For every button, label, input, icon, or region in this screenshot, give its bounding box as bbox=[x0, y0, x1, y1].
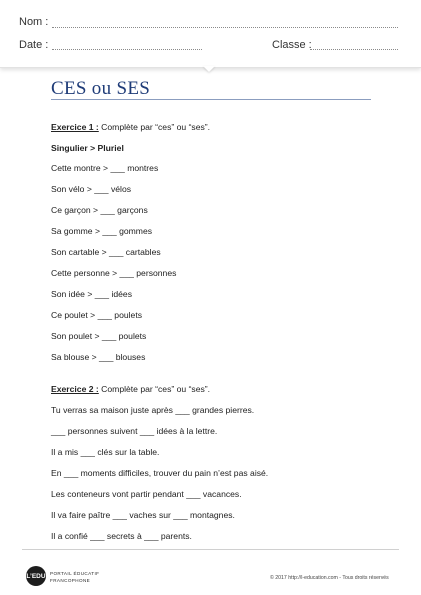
exercise1-item: Son vélo > ___ vélos bbox=[51, 184, 132, 194]
exercise2-item: Il a confié ___ secrets à ___ parents. bbox=[51, 531, 192, 541]
date-label: Date : bbox=[19, 39, 49, 51]
exercise2-item: En ___ moments difficiles, trouver du pain n’est pas aisé. bbox=[51, 468, 269, 478]
exercise1-item: Son cartable > ___ cartables bbox=[51, 247, 161, 257]
exercise1-subheading: Singulier > Pluriel bbox=[51, 143, 124, 153]
exercise2-item: Tu verras sa maison juste après ___ grandes pierres. bbox=[51, 405, 255, 415]
exercise1-item: Cette montre > ___ montres bbox=[51, 163, 159, 173]
exercise1-item: Son poulet > ___ poulets bbox=[51, 331, 147, 341]
exercise2-heading bbox=[51, 384, 210, 394]
exercise1-item: Ce poulet > ___ poulets bbox=[51, 310, 143, 320]
exercise1-item: Sa gomme > ___ gommes bbox=[51, 226, 153, 236]
exercise1-item: Sa blouse > ___ blouses bbox=[51, 352, 146, 362]
footer-divider bbox=[22, 549, 399, 550]
exercise1-heading bbox=[51, 122, 210, 132]
logo-line-1: PORTAIL ÉDUCATIF bbox=[50, 571, 100, 576]
exercise1-item: Cette personne > ___ personnes bbox=[51, 268, 177, 278]
exercise1-instruction: Complète par “ces” ou “ses”. bbox=[98, 122, 211, 132]
copyright-text: © 2017 http://l-education.com - Tous droits réservés bbox=[270, 575, 389, 581]
classe-label: Classe : bbox=[272, 39, 312, 51]
exercise1-item: Son idée > ___ idées bbox=[51, 289, 132, 299]
exercise1-label: Exercice 1 : bbox=[51, 122, 99, 132]
classe-field[interactable] bbox=[310, 49, 398, 50]
date-field[interactable] bbox=[52, 49, 202, 50]
header-notch bbox=[203, 66, 215, 72]
page-title: CES ou SES bbox=[51, 78, 151, 99]
nom-field[interactable] bbox=[52, 27, 398, 28]
exercise2-item: Les conteneurs vont partir pendant ___ vacances. bbox=[51, 489, 242, 499]
exercise2-label: Exercice 2 : bbox=[51, 384, 99, 394]
header bbox=[0, 0, 421, 68]
title-underline bbox=[51, 99, 371, 100]
logo-line-2: FRANCOPHONE bbox=[50, 578, 91, 583]
exercise2-item: Il a mis ___ clés sur la table. bbox=[51, 447, 160, 457]
exercise2-item: Il va faire paître ___ vaches sur ___ montagnes. bbox=[51, 510, 235, 520]
exercise1-item: Ce garçon > ___ garçons bbox=[51, 205, 148, 215]
exercise2-instruction: Complète par “ces” ou “ses”. bbox=[98, 384, 211, 394]
nom-label: Nom : bbox=[19, 16, 49, 28]
ledu-logo-icon: L’EDU bbox=[26, 566, 46, 586]
exercise2-item: ___ personnes suivent ___ idées à la lettre. bbox=[51, 426, 218, 436]
